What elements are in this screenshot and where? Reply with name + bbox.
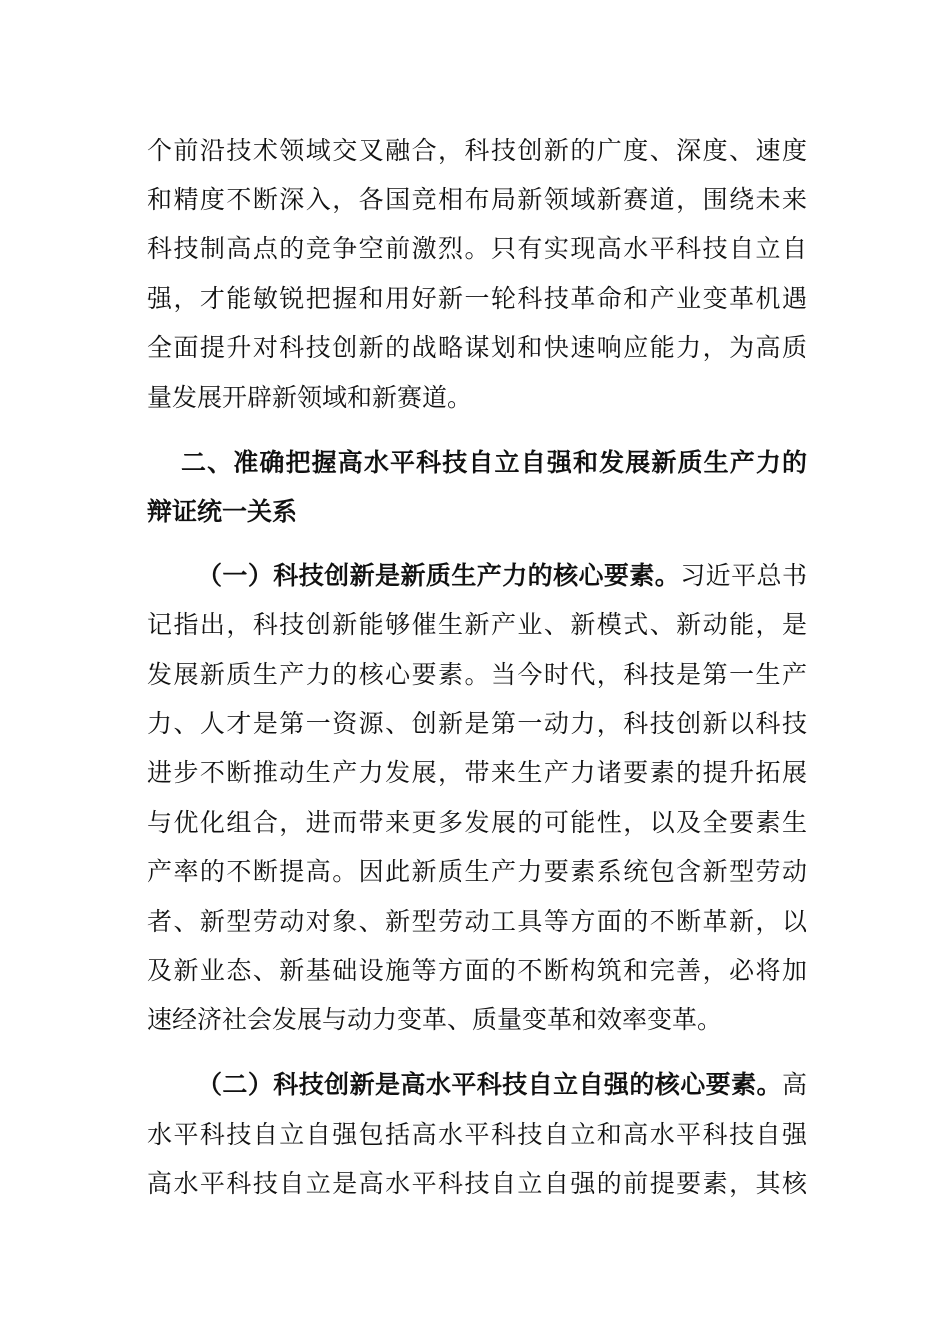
paragraph-line: 速经济社会发展与动力变革、质量变革和效率变革。 bbox=[147, 1005, 723, 1034]
subsection-first-line-text: 习近平总书 bbox=[680, 561, 807, 590]
paragraph-line: 水平科技自立自强包括高水平科技自立和高水平科技自强 bbox=[147, 1120, 807, 1149]
paragraph-line: 量发展开辟新领域和新赛道。 bbox=[147, 383, 473, 412]
subsection-lead: （一）科技创新是新质生产力的核心要素。 bbox=[197, 561, 681, 590]
heading-line: 二、准确把握高水平科技自立自强和发展新质生产力的 bbox=[181, 448, 807, 477]
paragraph-line: 记指出，科技创新能够催生新产业、新模式、新动能，是 bbox=[147, 610, 807, 639]
paragraph-line: 者、新型劳动对象、新型劳动工具等方面的不断革新，以 bbox=[147, 907, 807, 936]
paragraph-line: 强，才能敏锐把握和用好新一轮科技革命和产业变革机遇 bbox=[147, 284, 807, 313]
paragraph-line: 及新业态、新基础设施等方面的不断构筑和完善，必将加 bbox=[147, 956, 807, 985]
paragraph-line: 力、人才是第一资源、创新是第一动力，科技创新以科技 bbox=[147, 709, 807, 738]
subsection-first-line bbox=[197, 1065, 807, 1105]
paragraph-line: 与优化组合，进而带来更多发展的可能性，以及全要素生 bbox=[147, 808, 807, 837]
paragraph-line: 高水平科技自立是高水平科技自立自强的前提要素，其核 bbox=[147, 1169, 807, 1198]
subsection-first-line-text: 高 bbox=[781, 1070, 807, 1099]
paragraph-line: 个前沿技术领域交叉融合，科技创新的广度、深度、速度 bbox=[147, 136, 807, 165]
subsection-lead: （二）科技创新是高水平科技自立自强的核心要素。 bbox=[197, 1070, 782, 1099]
paragraph-line: 和精度不断深入，各国竞相布局新领域新赛道，围绕未来 bbox=[147, 185, 807, 214]
paragraph-line: 进步不断推动生产力发展，带来生产力诸要素的提升拓展 bbox=[147, 758, 807, 787]
paragraph-line: 全面提升对科技创新的战略谋划和快速响应能力，为高质 bbox=[147, 333, 807, 362]
paragraph-line: 科技制高点的竞争空前激烈。只有实现高水平科技自立自 bbox=[147, 234, 807, 263]
paragraph-line: 发展新质生产力的核心要素。当今时代，科技是第一生产 bbox=[147, 660, 807, 689]
paragraph-line: 产率的不断提高。因此新质生产力要素系统包含新型劳动 bbox=[147, 857, 807, 886]
heading-line: 辩证统一关系 bbox=[147, 497, 298, 526]
subsection-first-line bbox=[197, 556, 807, 596]
